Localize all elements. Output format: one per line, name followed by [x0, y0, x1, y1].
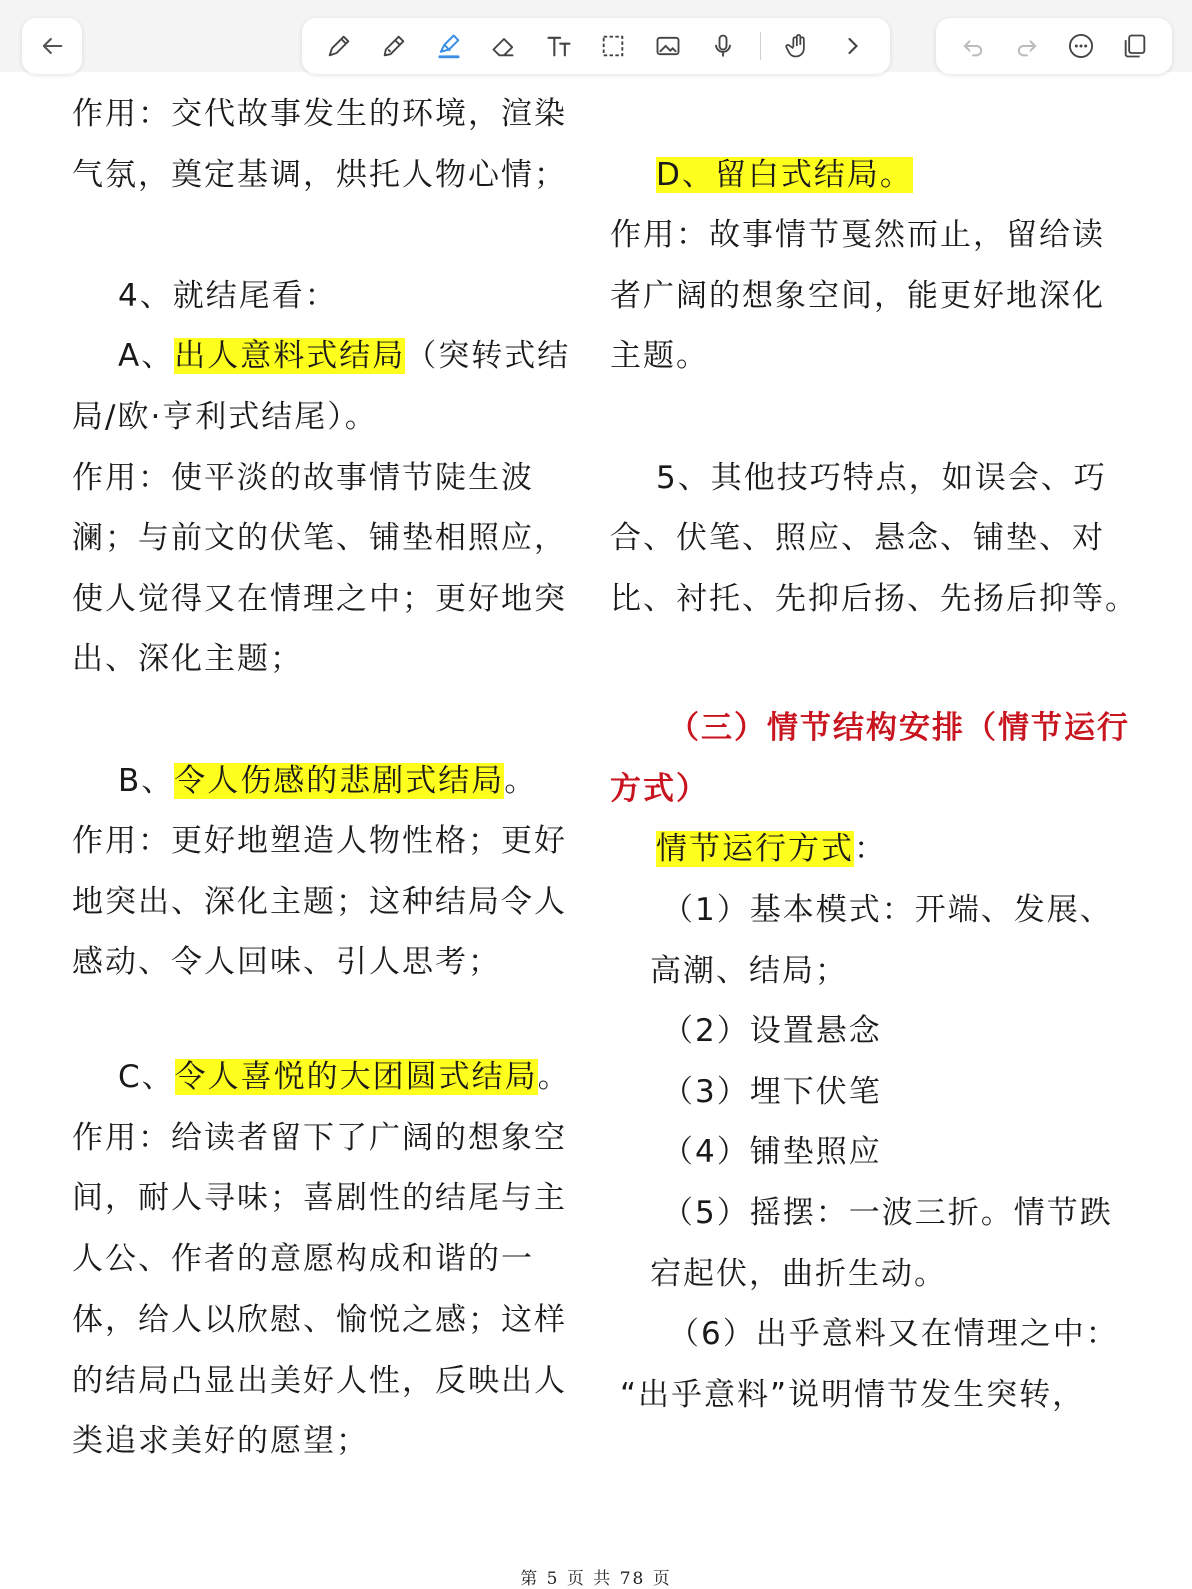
- drawing-tools: [302, 18, 890, 74]
- hand-gesture-icon[interactable]: [780, 28, 816, 64]
- text-line: 类追求美好的愿望；: [72, 1423, 369, 1459]
- document-actions: [936, 18, 1172, 74]
- text-line: 作用：故事情节戛然而止，留给读: [610, 217, 1105, 253]
- text-line: [118, 1057, 571, 1097]
- text-line: 高潮、结局；: [650, 953, 848, 989]
- highlighted-text: 出人意料式结局: [174, 338, 406, 374]
- highlighted-text: 令人喜悦的大团圆式结局: [174, 1059, 538, 1095]
- text-line: 地突出、深化主题；这种结局令人: [72, 884, 567, 920]
- text-line: 作用：给读者留下了广阔的想象空: [72, 1120, 567, 1156]
- text-line: 合、伏笔、照应、悬念、铺垫、对: [610, 520, 1105, 556]
- eraser-icon[interactable]: [486, 28, 522, 64]
- undo-icon[interactable]: [955, 28, 991, 64]
- text-icon[interactable]: [541, 28, 577, 64]
- text-line: 澜；与前文的伏笔、铺垫相照应，: [72, 520, 567, 556]
- section-heading: 5、其他技巧特点，如误会、巧: [656, 460, 1107, 496]
- inline-text: 。: [504, 763, 538, 799]
- text-line: 气氛，奠定基调，烘托人物心情；: [72, 157, 567, 193]
- inline-text: 。: [537, 1059, 571, 1095]
- text-line: [118, 761, 537, 801]
- item-marker: A、: [118, 338, 175, 374]
- section-title: （三）情节结构安排（情节运行: [668, 710, 1130, 746]
- text-line: 作用：更好地塑造人物性格；更好: [72, 823, 567, 859]
- item-marker: B、: [118, 763, 175, 799]
- section-title: 方式）: [610, 771, 709, 807]
- text-line: 局/欧·亨利式结尾）。: [72, 399, 378, 435]
- pencil-icon[interactable]: [376, 28, 412, 64]
- text-line: 作用：使平淡的故事情节陡生波: [72, 460, 534, 496]
- text-line: 感动、令人回味、引人思考；: [72, 944, 501, 980]
- microphone-icon[interactable]: [705, 28, 741, 64]
- redo-icon[interactable]: [1009, 28, 1045, 64]
- document-page: [0, 72, 1192, 1589]
- highlighted-text: 情节运行方式: [656, 831, 854, 867]
- text-line: [656, 155, 913, 195]
- inline-text: （突转式结: [405, 338, 571, 374]
- lasso-select-icon[interactable]: [595, 28, 631, 64]
- list-item: （6）出乎意料又在情理之中：: [668, 1316, 1119, 1352]
- top-toolbar: [0, 0, 1192, 72]
- text-line: 人公、作者的意愿构成和谐的一: [72, 1241, 534, 1277]
- back-button[interactable]: [22, 18, 82, 74]
- list-item: （5）摇摆：一波三折。情节跌: [662, 1195, 1113, 1231]
- text-line: 作用：交代故事发生的环境，渲染: [72, 96, 567, 132]
- arrow-left-icon[interactable]: [34, 28, 70, 64]
- text-line: [656, 829, 887, 869]
- text-line: 者广阔的想象空间，能更好地深化: [610, 278, 1105, 314]
- text-line: 间，耐人寻味；喜剧性的结尾与主: [72, 1180, 567, 1216]
- text-line: 的结局凸显出美好人性，反映出人: [72, 1363, 567, 1399]
- pages-icon[interactable]: [1117, 28, 1153, 64]
- text-line: 主题。: [610, 338, 709, 374]
- more-icon[interactable]: [1063, 28, 1099, 64]
- image-icon[interactable]: [650, 28, 686, 64]
- page-number: 第 5 页 共 78 页: [520, 1569, 672, 1589]
- text-line: 使人觉得又在情理之中；更好地突: [72, 581, 567, 617]
- item-marker: C、: [118, 1059, 175, 1095]
- list-item: （2）设置悬念: [662, 1013, 882, 1049]
- chevron-right-icon[interactable]: [835, 28, 871, 64]
- toolbar-divider: [760, 32, 761, 60]
- text-line: 宕起伏，曲折生动。: [650, 1256, 947, 1292]
- section-heading: 4、就结尾看：: [118, 278, 338, 314]
- text-line: 出、深化主题；: [72, 641, 303, 677]
- pen-icon[interactable]: [321, 28, 357, 64]
- text-line: [118, 336, 570, 376]
- inline-text: ：: [854, 831, 887, 867]
- text-line: 体，给人以欣慰、愉悦之感；这样: [72, 1302, 567, 1338]
- highlighted-text: 令人伤感的悲剧式结局: [174, 763, 505, 799]
- highlighted-text: D、留白式结局。: [656, 157, 913, 193]
- highlighter-icon[interactable]: [431, 28, 467, 64]
- list-item: （1）基本模式：开端、发展、: [662, 892, 1113, 928]
- text-line: 比、衬托、先抑后扬、先扬后抑等。: [610, 581, 1138, 617]
- list-item: （3）埋下伏笔: [662, 1074, 882, 1110]
- text-line: “出乎意料”说明情节发生突转，: [620, 1377, 1086, 1413]
- list-item: （4）铺垫照应: [662, 1134, 882, 1170]
